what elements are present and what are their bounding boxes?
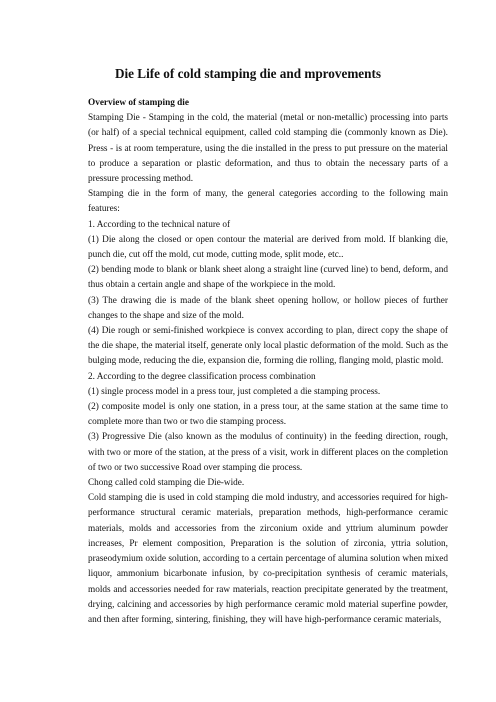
paragraph: (2) bending mode to blank or blank sheet along a straight line (curved line) to bend, deform, and thus obtain a certain angle and shape of the workpiece in the mold. — [88, 265, 448, 291]
document-title: Die Life of cold stamping die and mprovements — [114, 66, 382, 81]
paragraph: (1) Die along the closed or open contour the material are derived from mold. If blanking die, punch die, cut off the mold, cut mode, cutting mode, split mode, etc.. — [88, 234, 448, 261]
section-heading: Overview of stamping die — [88, 98, 189, 108]
paragraph: (2) composite model is only one station, in a press tour, at the same station at the same time to complete more than two or two die stamping process. — [88, 402, 448, 428]
paragraph: Stamping die in the form of many, the general categories according to the following main features: — [88, 189, 448, 215]
paragraph: (3) Progressive Die (also known as the modulus of continuity) in the feeding direction, rough, with two or more of the station, at the press of a visit, work in different places on the completion of two or two successive Road over stamping die process. — [88, 432, 448, 473]
paragraph: 1. According to the technical nature of — [88, 219, 231, 230]
paragraph: Chong called cold stamping die Die-wide. — [88, 478, 245, 489]
paragraph: Cold stamping die is used in cold stamping die mold industry, and accessories required for high-performance structural ceramic materials, preparation methods, high-performance ceramic materials, molds and accessories from the zirconium oxide and yttrium aluminum powder increases, Pr element composition, Preparation is the solution of zirconia, yttria solution, praseodymium oxide solution, according to a certain percentage of alumina solution when mixed liquor, ammonium bicarbonate infusion, by co-precipitation synthesis of ceramic materials, molds and accessories needed for raw materials, reaction precipitate generated by the treatment, drying, calcining and accessories by high performance ceramic mold material superfine powder, and then after forming, sintering, finishing, they will have high-performance ceramic materials, — [88, 493, 448, 625]
document-body — [88, 96, 448, 628]
paragraph: (1) single process model in a press tour, just completed a die stamping process. — [88, 386, 381, 397]
paragraph: (4) Die rough or semi-finished workpiece is convex according to plan, direct copy the shape of the die shape, the material itself, generate only local plastic deformation of the mold. Such as the bulging mode, reducing the die, expansion die, forming die rolling, flanging mold, plastic mold. — [88, 326, 448, 367]
paragraph: (3) The drawing die is made of the blank sheet opening hollow, or hollow pieces of further changes to the shape and size of the mold. — [88, 295, 448, 321]
paragraph: 2. According to the degree classification process combination — [88, 371, 316, 382]
paragraph: Stamping Die - Stamping in the cold, the material (metal or non-metallic) processing into parts (or half) of a special technical equipment, called cold stamping die (commonly known as Die). Press - is at room temperature, using the die installed in the press to put pressure on the material to produce a separation or plastic deformation, and thus to obtain the necessary parts of a pressure processing method. — [88, 113, 448, 185]
